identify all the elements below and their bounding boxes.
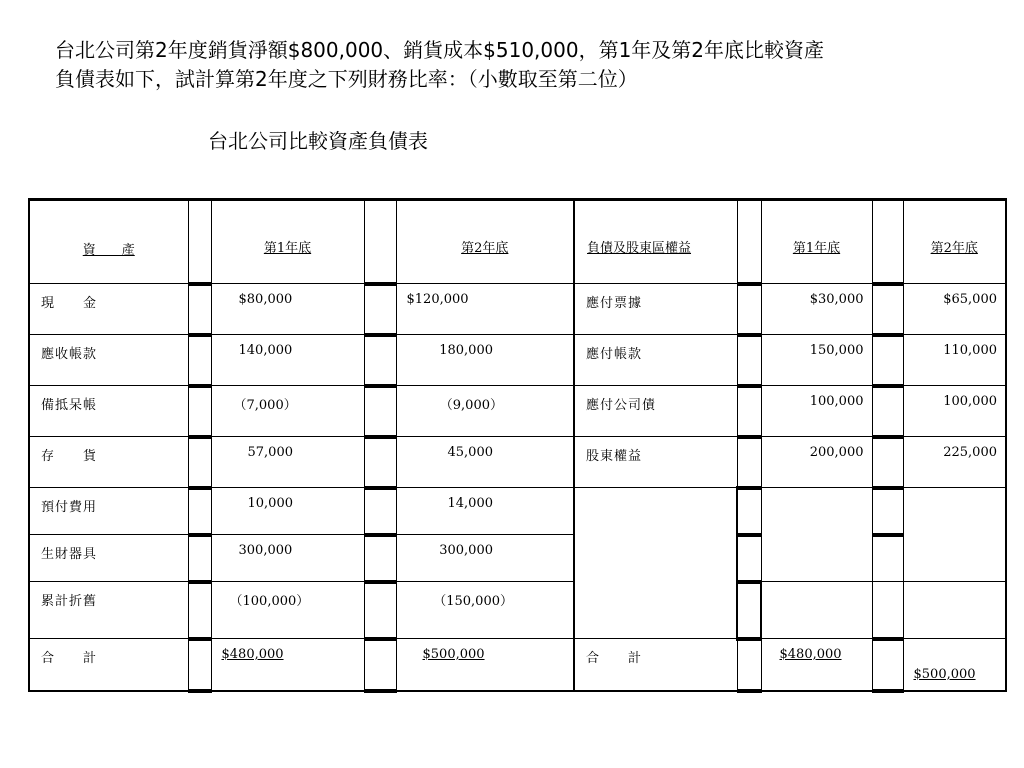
- liab-year2-header-cell: [903, 200, 1006, 284]
- liabilities-total-label: 合 計: [586, 651, 643, 666]
- table-row: [29, 284, 1006, 335]
- assets-total-label: 合 計: [41, 651, 98, 666]
- asset-year1-value: 300,000: [238, 543, 293, 558]
- asset-year2-value: $120,000: [406, 292, 469, 307]
- year2-header-cell: [396, 200, 574, 284]
- assets-header-cell: [29, 200, 188, 284]
- liab-year1-header: 第1年底: [792, 241, 841, 256]
- asset-year2-value: 180,000: [439, 343, 493, 358]
- asset-year1-value: （100,000）: [229, 594, 310, 609]
- asset-label: 預付費用: [41, 500, 98, 515]
- asset-year1-value: （7,000）: [233, 398, 297, 413]
- asset-year1-value: $80,000: [238, 292, 293, 307]
- liabilities-header: 負債及股東區權益: [587, 241, 692, 256]
- asset-year1-value: 10,000: [247, 496, 293, 511]
- liab-year2-value: 100,000: [943, 394, 997, 409]
- liab-year1-value: $30,000: [809, 292, 864, 307]
- asset-label: 現 金: [41, 296, 98, 311]
- liab-year1-value: 200,000: [809, 445, 864, 460]
- asset-year1-value: 140,000: [238, 343, 293, 358]
- asset-year2-value: （9,000）: [439, 398, 503, 413]
- comparative-balance-sheet: [28, 198, 1007, 693]
- spacer-cell: [188, 200, 211, 284]
- liabilities-total-year2: $500,000: [913, 667, 976, 682]
- assets-total-year1: $480,000: [221, 647, 284, 662]
- assets-header: 資 產: [82, 243, 135, 258]
- asset-label: 存 貨: [41, 449, 98, 464]
- year1-header: 第1年底: [263, 241, 312, 256]
- asset-year2-value: 45,000: [447, 445, 493, 460]
- table-row: [29, 335, 1006, 386]
- totals-row: [29, 639, 1006, 691]
- asset-year2-value: （150,000）: [433, 594, 513, 609]
- liability-label: 應付票據: [586, 296, 643, 311]
- spacer-cell: [737, 200, 761, 284]
- table-row: [29, 582, 1006, 639]
- header-row: [29, 200, 1006, 284]
- asset-year2-value: 14,000: [447, 496, 493, 511]
- year2-header: 第2年底: [461, 241, 509, 256]
- liab-year1-value: 150,000: [809, 343, 864, 358]
- liab-year2-value: 110,000: [943, 343, 997, 358]
- asset-label: 生財器具: [41, 547, 98, 562]
- liability-label: 應付帳款: [586, 347, 643, 362]
- liab-year2-value: 225,000: [943, 445, 997, 460]
- table-title: 台北公司比較資產負債表: [208, 129, 428, 153]
- asset-label: 備抵呆帳: [41, 398, 98, 413]
- table-row: [29, 437, 1006, 488]
- asset-year2-value: 300,000: [439, 543, 493, 558]
- liability-label: 應付公司債: [586, 398, 657, 413]
- liab-year2-value: $65,000: [943, 292, 997, 307]
- asset-label: 累計折舊: [41, 594, 98, 609]
- question-line-1: 台北公司第2年度銷貨淨額$800,000、銷貨成本$510,000，第1年及第2年底比較資產: [55, 38, 825, 62]
- liab-year2-header: 第2年底: [930, 241, 978, 256]
- liabilities-total-year1: $480,000: [779, 647, 842, 662]
- liability-label: 股東權益: [586, 449, 643, 464]
- liabilities-header-cell: [574, 200, 737, 284]
- table-row: [29, 535, 1006, 582]
- spacer-cell: [872, 200, 903, 284]
- year1-header-cell: [211, 200, 364, 284]
- liab-year1-value: 100,000: [809, 394, 864, 409]
- assets-total-year2: $500,000: [422, 647, 485, 662]
- question-line-2: 負債表如下，試計算第2年度之下列財務比率：（小數取至第二位）: [55, 67, 638, 91]
- spacer-cell: [364, 200, 396, 284]
- table-row: [29, 386, 1006, 437]
- asset-label: 應收帳款: [41, 347, 98, 362]
- asset-year1-value: 57,000: [247, 445, 293, 460]
- table-row: [29, 488, 1006, 535]
- liab-year1-header-cell: [761, 200, 872, 284]
